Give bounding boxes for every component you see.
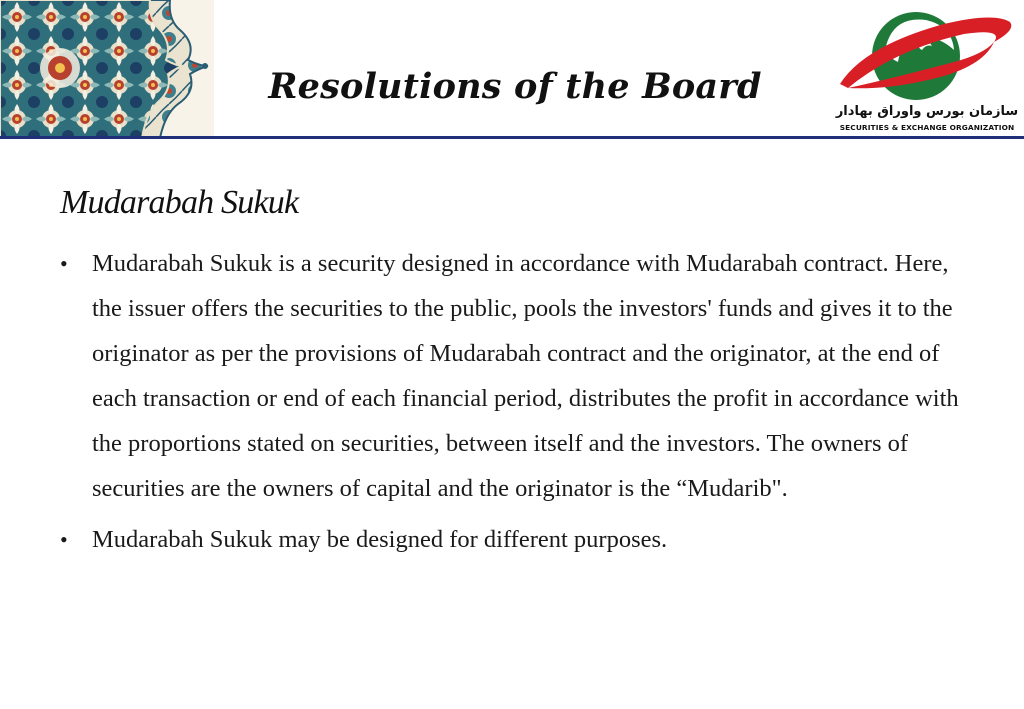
logo-persian-text: سازمان بورس واوراق بهادار [835, 104, 1019, 119]
logo-english-text: SECURITIES & EXCHANGE ORGANIZATION [839, 123, 1015, 132]
slide-title: Resolutions of the Board [268, 66, 762, 107]
bullet-icon: • [60, 527, 68, 552]
bullet-item [60, 241, 960, 511]
bullet-text: Mudarabah Sukuk is a security designed in accordance with Mudarabah contract. Here, the issuer offers the securities to the public, pools the investors' funds and gives it to the originator as per the provisions of Mudarabah contract and the originator, at the end of each transaction or end of each financial period, distributes the profit in accordance with the proportions stated on securities, between itself and the investors. The owners of securities are the owners of capital and the originator is the “Mudarib". [92, 250, 959, 502]
bullet-text: Mudarabah Sukuk may be designed for different purposes. [92, 526, 668, 553]
header-divider [0, 136, 1024, 139]
bullet-icon: • [60, 251, 68, 276]
bullet-item [60, 517, 960, 562]
bullet-list [60, 241, 960, 562]
islamic-tile-ornament [0, 0, 214, 138]
section-heading: Mudarabah Sukuk [60, 184, 299, 221]
